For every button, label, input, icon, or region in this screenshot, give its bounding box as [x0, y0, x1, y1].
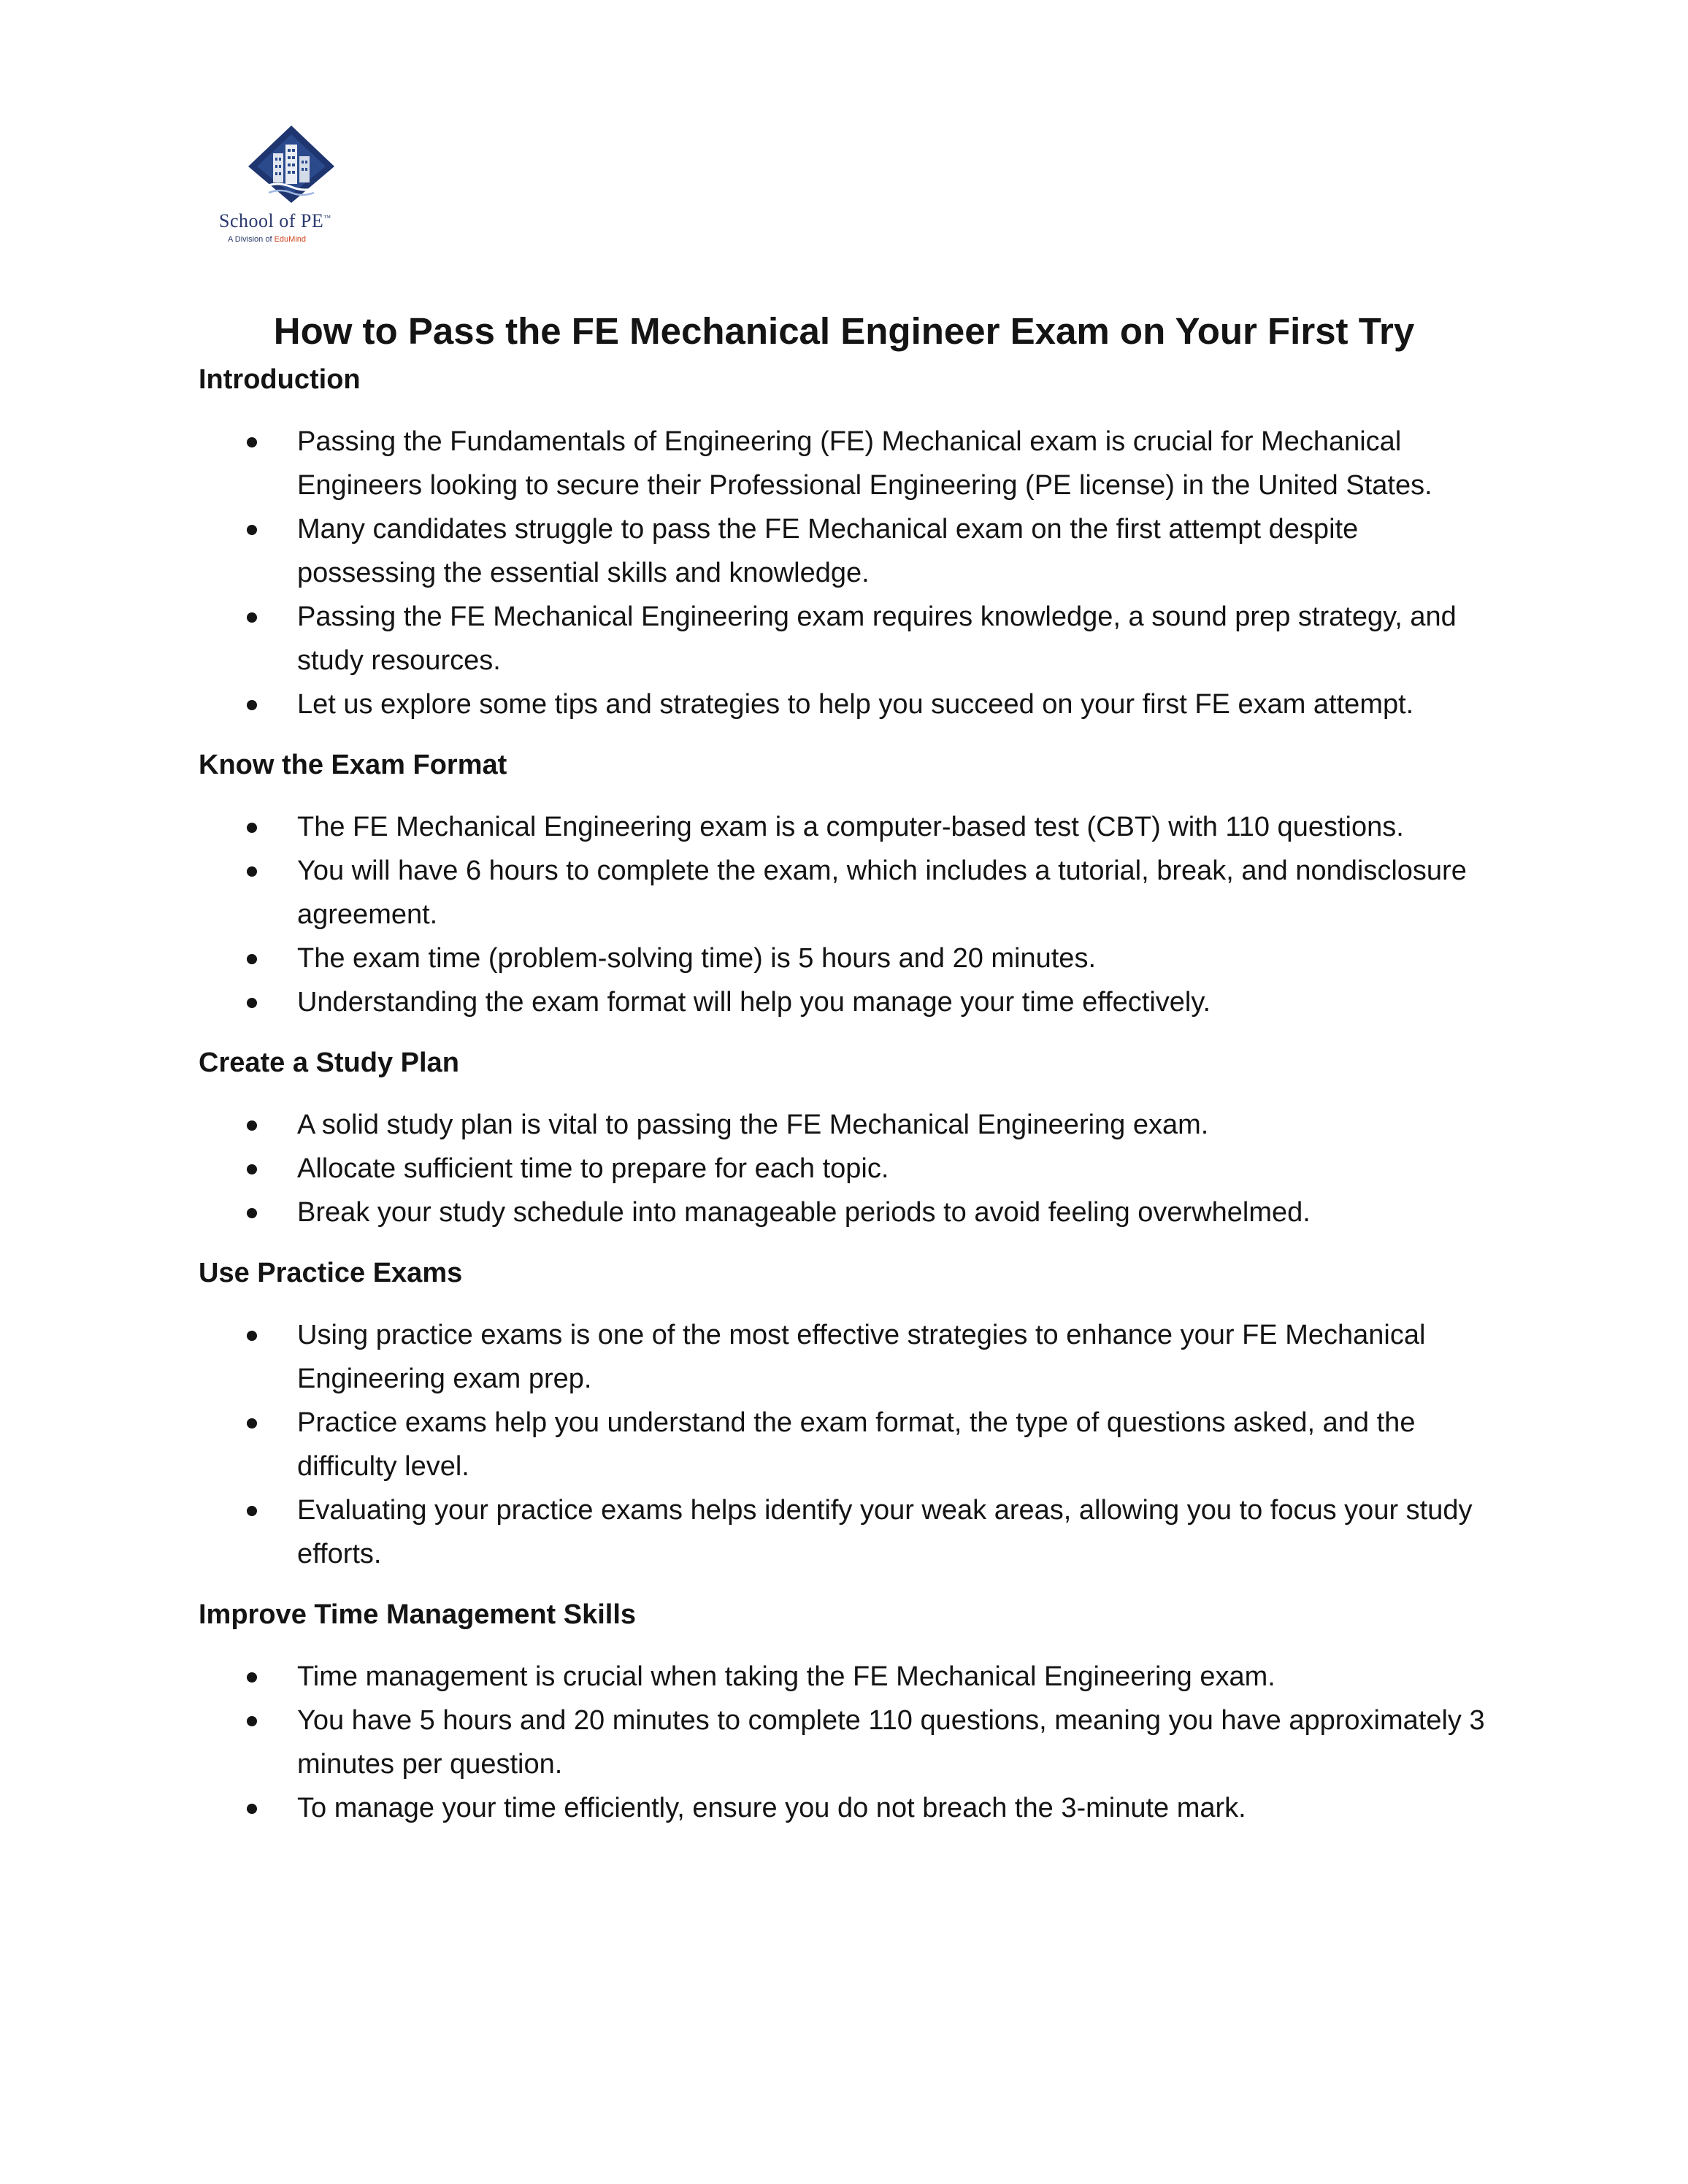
bullet-icon	[247, 612, 257, 623]
bullet-icon	[247, 525, 257, 535]
bullet-list	[199, 1655, 1498, 1830]
bullet-list	[199, 1313, 1498, 1576]
section-heading-time-management: Improve Time Management Skills	[199, 1599, 637, 1630]
list-item: Evaluating your practice exams helps identify your weak areas, allowing you to focus your study efforts.	[199, 1488, 1498, 1576]
bullet-icon	[247, 1164, 257, 1174]
list-item: Let us explore some tips and strategies to help you succeed on your first FE exam attempt.	[199, 682, 1498, 726]
list-item: Passing the Fundamentals of Engineering (FE) Mechanical exam is crucial for Mechanical Engineers looking to secure their Professional Engineering (PE license) in the United States.	[199, 420, 1498, 507]
list-item: Practice exams help you understand the exam format, the type of questions asked, and the difficulty level.	[199, 1401, 1498, 1488]
bullet-icon	[247, 954, 257, 964]
list-item: Understanding the exam format will help you manage your time effectively.	[199, 980, 1498, 1024]
list-item: Passing the FE Mechanical Engineering exam requires knowledge, a sound prep strategy, and study resources.	[199, 595, 1498, 682]
bullet-icon	[247, 437, 257, 447]
bullet-icon	[247, 1331, 257, 1341]
bullet-icon	[247, 866, 257, 877]
list-item: The exam time (problem-solving time) is 5 hours and 20 minutes.	[199, 937, 1498, 980]
list-item: Break your study schedule into manageable periods to avoid feeling overwhelmed.	[199, 1191, 1498, 1234]
logo-division-text: A Division of EduMind	[228, 235, 307, 244]
bullet-icon	[247, 1716, 257, 1726]
list-item: You have 5 hours and 20 minutes to complete 110 questions, meaning you have approximately 3 minutes per question.	[199, 1699, 1498, 1786]
bullet-icon	[247, 700, 257, 710]
logo-brand-text: School of PE™	[219, 210, 331, 231]
building-emblem-icon	[244, 124, 339, 204]
list-item: Many candidates struggle to pass the FE Mechanical exam on the first attempt despite possessing the essential skills and knowledge.	[199, 507, 1498, 595]
bullet-icon	[247, 1672, 257, 1683]
list-item: Allocate sufficient time to prepare for each topic.	[199, 1147, 1498, 1191]
bullet-icon	[247, 998, 257, 1008]
list-item: To manage your time efficiently, ensure you do not breach the 3-minute mark.	[199, 1786, 1498, 1830]
list-item: The FE Mechanical Engineering exam is a computer-based test (CBT) with 110 questions.	[199, 805, 1498, 849]
bullet-icon	[247, 1418, 257, 1429]
section-heading-exam-format: Know the Exam Format	[199, 750, 507, 780]
list-item: A solid study plan is vital to passing the FE Mechanical Engineering exam.	[199, 1103, 1498, 1147]
section-heading-introduction: Introduction	[199, 364, 361, 395]
document-body	[199, 361, 1498, 1850]
bullet-icon	[247, 823, 257, 833]
document-title: How to Pass the FE Mechanical Engineer Exam on Your First Try	[273, 310, 1415, 353]
section-heading-study-plan: Create a Study Plan	[199, 1047, 459, 1078]
list-item: Time management is crucial when taking the FE Mechanical Engineering exam.	[199, 1655, 1498, 1699]
list-item: You will have 6 hours to complete the exam, which includes a tutorial, break, and nondisclosure agreement.	[199, 849, 1498, 937]
bullet-icon	[247, 1120, 257, 1131]
bullet-icon	[247, 1506, 257, 1516]
section-heading-practice-exams: Use Practice Exams	[199, 1258, 463, 1288]
list-item: Using practice exams is one of the most effective strategies to enhance your FE Mechanical Engineering exam prep.	[199, 1313, 1498, 1401]
bullet-icon	[247, 1804, 257, 1814]
bullet-list	[199, 805, 1498, 1024]
bullet-list	[199, 1103, 1498, 1234]
bullet-icon	[247, 1208, 257, 1218]
bullet-list	[199, 420, 1498, 726]
school-of-pe-logo	[219, 124, 372, 255]
